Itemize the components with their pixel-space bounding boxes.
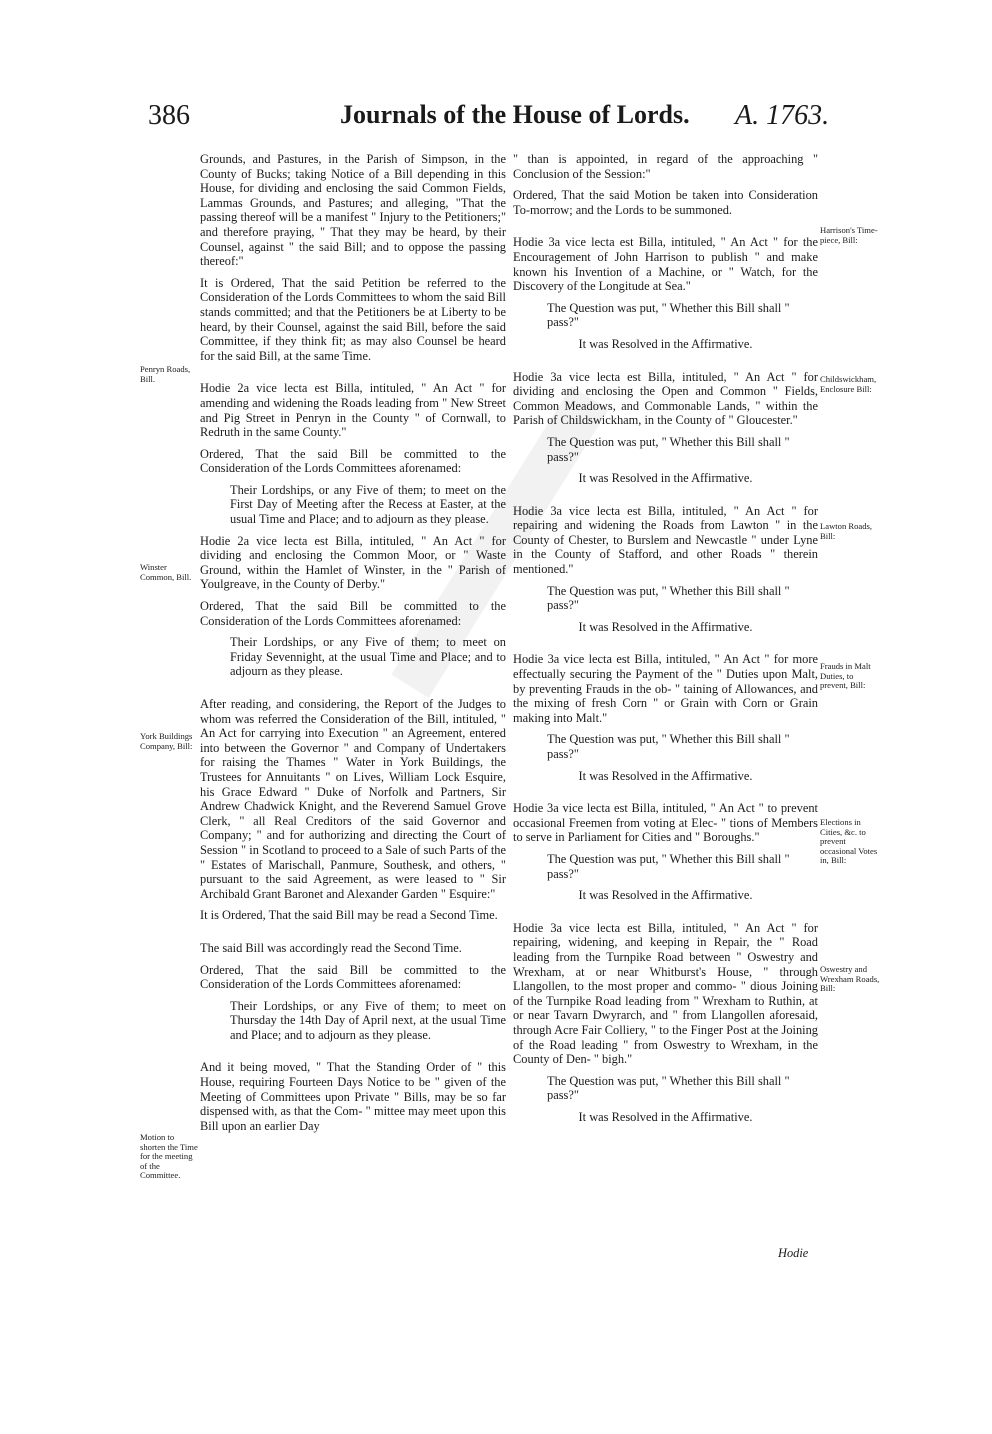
paragraph: And it being moved, " That the Standing Order of " this House, requiring Fourteen Days Notice to be " given of the Meeting of Committees upon Private " Bills, may be so far dispensed with, as that the Com- " mittee may meet upon this Bill upon an earlier Day <box>200 1060 506 1133</box>
catchword: Hodie <box>778 1246 809 1260</box>
resolution-line: It was Resolved in the Affirmative. <box>578 471 753 486</box>
page-year: A. 1763. <box>735 100 830 131</box>
paragraph: Ordered, That the said Motion be taken into Consideration To-morrow; and the Lords to be summoned. <box>513 188 818 217</box>
margin-note: Oswestry and Wrexham Roads, Bill: <box>820 964 880 994</box>
margin-note: York Buildings Company, Bill: <box>140 731 193 751</box>
resolution-line: It was Resolved in the Affirmative. <box>578 768 753 783</box>
paragraph: Hodie 2a vice lecta est Billa, intituled, " An Act " for dividing and enclosing the Common Moor, or " Waste Ground, within the Hamlet of Winster, in the " Parish of Youlgreave, in the County of Derby." <box>200 533 506 592</box>
paragraph: Ordered, That the said Bill be committed to the Consideration of the Lords Committees aforenamed: <box>200 599 506 628</box>
right-column <box>513 152 818 1131</box>
paragraph: Hodie 2a vice lecta est Billa, intituled, " An Act " for amending and widening the Roads leading from " New Street and Pig Street in Penryn in the County " of Cornwall, to Redruth in the same County." <box>200 381 506 440</box>
paragraph: Hodie 3a vice lecta est Billa, intituled, " An Act " for dividing and enclosing the Open and Common " Fields, Common Meadows, and Commonable Lands, " within the Parish of Childswickham, in the County of " Gloucester." <box>513 369 818 428</box>
paragraph: Grounds, and Pastures, in the Parish of Simpson, in the County of Bucks; taking Notice of a Bill depending in this House, for dividing and enclosing the said Common Fields, Lammas Grounds, and Pastures; and alleging, "That the passing thereof will be a manifest " Injury to the Petitioners;" and therefore praying, " That they may be heard, by their Counsel, against " the said Bill; and to oppose the passing thereof:" <box>200 152 506 269</box>
margin-note: Lawton Roads, Bill: <box>820 521 873 541</box>
paragraph: Hodie 3a vice lecta est Billa, intituled, " An Act " for repairing, widening, and keeping in Repair, the " Road leading from the Turnpike Road between " Oswestry and Wrexham, at or near Whitburst's House, " through Llangollen, to the most proper and commo- " dious Joining of the Turnpike Road leading from " Wrexham to Ruthin, at or near Tavarn Dwyrarch, and " from Llangollen aforesaid, through Acre Fair Colliery, " to the Finger Post at the Joining of the Road leading " from Oswestry to Wrexham, in the County of Den- " bigh." <box>513 920 818 1067</box>
paragraph: It is Ordered, That the said Petition be referred to the Consideration of the Lords Committees to whom the said Bill stands committed; and that the Petitioners be at Liberty to be heard, by their Counsel, against the said Bill, before the said Committee, if they think fit; as may also Counsel be heard for the said Bill, at the same Time. <box>200 275 506 363</box>
question-line: The Question was put, " Whether this Bill shall " pass?" <box>547 583 790 613</box>
paragraph: " than is appointed, in regard of the approaching " Conclusion of the Session:" <box>513 152 818 181</box>
paragraph: Hodie 3a vice lecta est Billa, intituled, " An Act " for more effectually securing the Payment of the " Duties upon Malt, by preventing Frauds in the ob- " taining of Allowances, and the mixing of fresh Corn " or Grain with Corn or Grain making into Malt." <box>513 652 818 725</box>
margin-note: Winster Common, Bill. <box>140 562 192 582</box>
paragraph: Hodie 3a vice lecta est Billa, intituled, " An Act " for the Encouragement of John Harrison to publish " and make known his Invention of a Machine, or " Watch, for the Discovery of the Longitude at Sea." <box>513 235 818 294</box>
paragraph: Hodie 3a vice lecta est Billa, intituled, " An Act " for repairing and widening the Roads from Lawton " in the County of Chester, to Burslem and Newcastle " under Lyne in the County of Stafford, and other Roads " therein mentioned." <box>513 503 818 577</box>
paragraph: Ordered, That the said Bill be committed to the Consideration of the Lords Committees aforenamed: <box>200 962 506 992</box>
resolution-line: It was Resolved in the Affirmative. <box>578 336 753 351</box>
paragraph: Their Lordships, or any Five of them; to meet on the First Day of Meeting after the Recess at Easter, at the usual Time and Place; and to adjourn as they please. <box>230 482 506 527</box>
question-line: The Question was put, " Whether this Bill shall " pass?" <box>547 434 790 464</box>
page-title: Journals of the House of Lords. <box>340 100 690 129</box>
resolution-line: It was Resolved in the Affirmative. <box>578 1109 753 1124</box>
page-number: 386 <box>148 100 190 131</box>
paragraph: Their Lordships, or any Five of them; to meet on Friday Sevennight, at the usual Time and Place; and to adjourn as they please. <box>230 635 506 679</box>
margin-note: Penryn Roads, Bill. <box>140 364 191 384</box>
margin-note: Harrison's Time-piece, Bill: <box>820 225 878 245</box>
left-column <box>200 152 506 1140</box>
question-line: The Question was put, " Whether this Bill shall " pass?" <box>547 300 790 330</box>
resolution-line: It was Resolved in the Affirmative. <box>578 619 753 634</box>
margin-note: Childswickham, Enclosure Bill: <box>820 374 877 394</box>
resolution-line: It was Resolved in the Affirmative. <box>578 888 753 903</box>
question-line: The Question was put, " Whether this Bill shall " pass?" <box>547 851 790 881</box>
margin-note: Elections in Cities, &c. to prevent occasional Votes in, Bill: <box>820 817 878 866</box>
paragraph: Ordered, That the said Bill be committed to the Consideration of the Lords Committees aforenamed: <box>200 446 506 476</box>
paragraph: It is Ordered, That the said Bill may be read a Second Time. <box>200 908 498 923</box>
margin-note: Frauds in Malt Duties, to prevent, Bill: <box>820 661 871 691</box>
margin-note: Motion to shorten the Time for the meeting of the Committee. <box>140 1132 198 1181</box>
paragraph: Their Lordships, or any Five of them; to meet on Thursday the 14th Day of April next, at the usual Time and Place; and to adjourn as they please. <box>230 998 506 1042</box>
question-line: The Question was put, " Whether this Bill shall " pass?" <box>547 1073 790 1103</box>
question-line: The Question was put, " Whether this Bill shall " pass?" <box>547 732 790 761</box>
paragraph: The said Bill was accordingly read the Second Time. <box>200 940 462 955</box>
paragraph: Hodie 3a vice lecta est Billa, intituled, " An Act " to prevent occasional Freemen from voting at Elec- " tions of Members to serve in Parliament for Cities and " Boroughs." <box>513 801 818 845</box>
paragraph: After reading, and considering, the Report of the Judges to whom was referred the Consideration of the Bill, intituled, " An Act for carrying into Execution " an Agreement, entered into between the Governor " and Company of Undertakers for raising the Thames " Water in York Buildings, the Trustees for Annuitants " on Lives, William Lock Esquire, his Grace Edward " Duke of Norfolk and Partners, Sir Andrew Chadwick Knight, and the Reverend Samuel Grove Clerk, " all Real Creditors of the said Governor and Company; " and for authorizing and directing the Court of Session " in Scotland to proceed to a Sale of such Parts of the " Estates of Marischall, Panmure, Southesk, and others, " pursuant to the said Agreement, as were leased to " Sir Archibald Grant Baronet and Alexander Garden " Esquire:" <box>200 697 506 901</box>
